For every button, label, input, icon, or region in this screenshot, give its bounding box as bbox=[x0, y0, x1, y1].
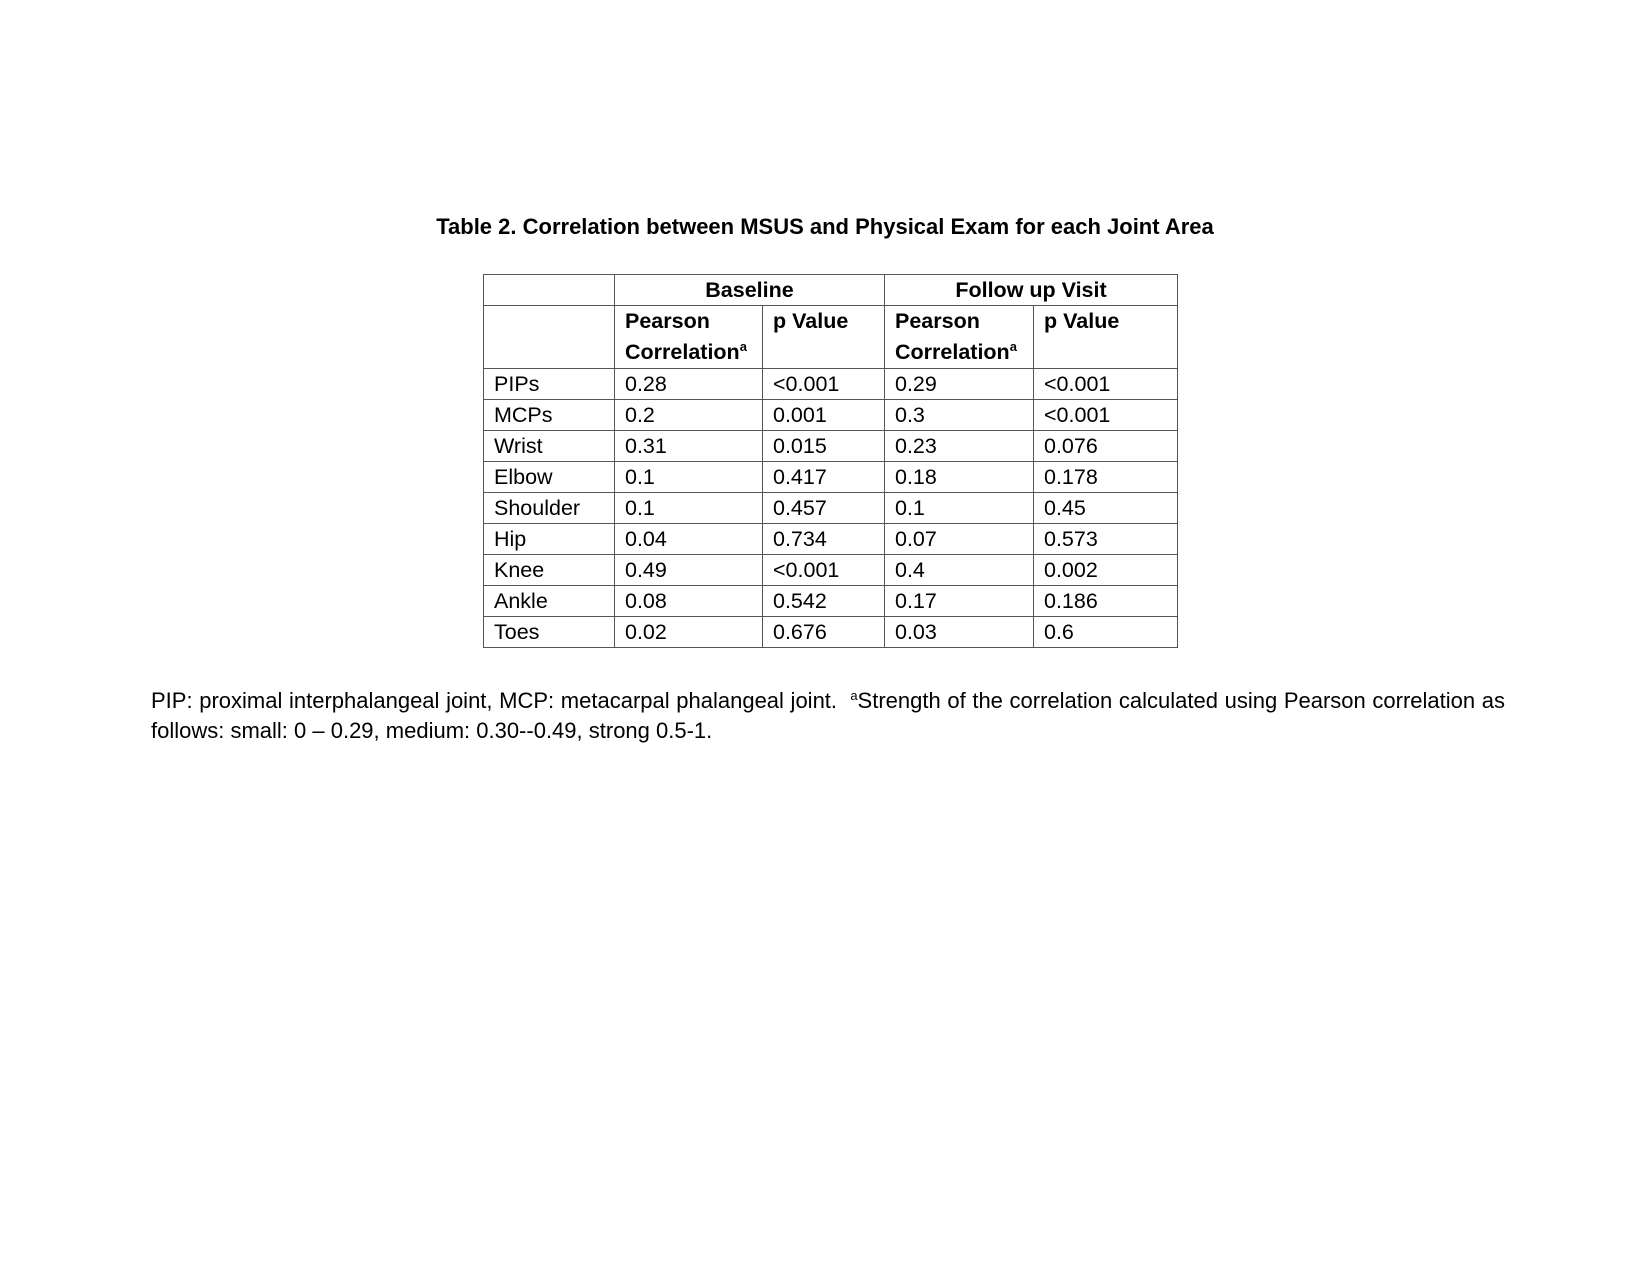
correlation-word: Correlation bbox=[625, 340, 740, 364]
table-row bbox=[484, 555, 1178, 586]
subheader-row bbox=[484, 306, 1178, 369]
follow-up-p-value-cell: <0.001 bbox=[1034, 369, 1178, 400]
follow-up-p-value-cell: 0.002 bbox=[1034, 555, 1178, 586]
table-row bbox=[484, 617, 1178, 648]
table-row bbox=[484, 586, 1178, 617]
group-header-row bbox=[484, 275, 1178, 306]
follow-up-pearson-cell: 0.18 bbox=[885, 462, 1034, 493]
baseline-pearson-cell: 0.02 bbox=[615, 617, 763, 648]
follow-up-p-value-cell: 0.186 bbox=[1034, 586, 1178, 617]
baseline-pearson-cell: 0.2 bbox=[615, 400, 763, 431]
baseline-p-value-cell: 0.734 bbox=[763, 524, 885, 555]
baseline-p-value-cell: 0.542 bbox=[763, 586, 885, 617]
baseline-p-value-cell: 0.417 bbox=[763, 462, 885, 493]
follow-up-pearson-cell: 0.07 bbox=[885, 524, 1034, 555]
baseline-p-value-cell: 0.676 bbox=[763, 617, 885, 648]
baseline-p-value-header: p Value bbox=[763, 306, 885, 369]
follow-up-pearson-cell: 0.3 bbox=[885, 400, 1034, 431]
follow-up-p-value-cell: 0.178 bbox=[1034, 462, 1178, 493]
footnote-abbreviations: PIP: proximal interphalangeal joint, MCP: metacarpal phalangeal joint. bbox=[151, 688, 838, 713]
table-row bbox=[484, 524, 1178, 555]
joint-cell: Shoulder bbox=[484, 493, 615, 524]
joint-cell: Knee bbox=[484, 555, 615, 586]
baseline-p-value-cell: <0.001 bbox=[763, 555, 885, 586]
baseline-pearson-cell: 0.31 bbox=[615, 431, 763, 462]
joint-cell: MCPs bbox=[484, 400, 615, 431]
pearson-word: Pearson bbox=[625, 309, 710, 333]
empty-joint-header-cell bbox=[484, 306, 615, 369]
baseline-pearson-cell: 0.08 bbox=[615, 586, 763, 617]
follow-up-pearson-cell: 0.4 bbox=[885, 555, 1034, 586]
footnote-marker: a bbox=[739, 339, 747, 354]
table-body bbox=[484, 369, 1178, 648]
baseline-pearson-cell: 0.04 bbox=[615, 524, 763, 555]
follow-up-pearson-cell: 0.17 bbox=[885, 586, 1034, 617]
follow-up-p-value-cell: 0.45 bbox=[1034, 493, 1178, 524]
joint-cell: Wrist bbox=[484, 431, 615, 462]
footnote-marker: a bbox=[1009, 339, 1017, 354]
baseline-p-value-cell: 0.015 bbox=[763, 431, 885, 462]
joint-cell: Ankle bbox=[484, 586, 615, 617]
follow-up-p-value-cell: <0.001 bbox=[1034, 400, 1178, 431]
follow-up-p-value-cell: 0.573 bbox=[1034, 524, 1178, 555]
baseline-pearson-cell: 0.28 bbox=[615, 369, 763, 400]
follow-up-pearson-cell: 0.23 bbox=[885, 431, 1034, 462]
table-footnote bbox=[151, 686, 1505, 746]
follow-up-p-value-cell: 0.076 bbox=[1034, 431, 1178, 462]
empty-corner-cell bbox=[484, 275, 615, 306]
baseline-p-value-cell: 0.001 bbox=[763, 400, 885, 431]
joint-cell: Hip bbox=[484, 524, 615, 555]
baseline-pearson-cell: 0.1 bbox=[615, 493, 763, 524]
joint-cell: Toes bbox=[484, 617, 615, 648]
joint-cell: PIPs bbox=[484, 369, 615, 400]
follow-up-pearson-cell: 0.1 bbox=[885, 493, 1034, 524]
table-row bbox=[484, 493, 1178, 524]
pearson-word: Pearson bbox=[895, 309, 980, 333]
table-row bbox=[484, 400, 1178, 431]
baseline-p-value-cell: <0.001 bbox=[763, 369, 885, 400]
baseline-pearson-cell: 0.1 bbox=[615, 462, 763, 493]
table-title: Table 2. Correlation between MSUS and Physical Exam for each Joint Area bbox=[436, 214, 1214, 239]
baseline-p-value-cell: 0.457 bbox=[763, 493, 885, 524]
follow-up-header: Follow up Visit bbox=[885, 275, 1178, 306]
table-row bbox=[484, 369, 1178, 400]
correlation-table bbox=[483, 274, 1178, 648]
baseline-pearson-cell: 0.49 bbox=[615, 555, 763, 586]
follow-up-pearson-header bbox=[885, 306, 1034, 369]
table-row bbox=[484, 462, 1178, 493]
follow-up-p-value-header: p Value bbox=[1034, 306, 1178, 369]
follow-up-p-value-cell: 0.6 bbox=[1034, 617, 1178, 648]
correlation-word: Correlation bbox=[895, 340, 1010, 364]
footnote-strength-text: Strength of the correlation calculated using Pearson correlation as follows: small: 0 – 0.29, medium: 0.30--0.49, strong 0.5-1. bbox=[151, 688, 1505, 743]
baseline-pearson-header bbox=[615, 306, 763, 369]
table-row bbox=[484, 431, 1178, 462]
follow-up-pearson-cell: 0.03 bbox=[885, 617, 1034, 648]
footnote-marker: a bbox=[850, 688, 858, 703]
baseline-header: Baseline bbox=[615, 275, 885, 306]
joint-cell: Elbow bbox=[484, 462, 615, 493]
follow-up-pearson-cell: 0.29 bbox=[885, 369, 1034, 400]
